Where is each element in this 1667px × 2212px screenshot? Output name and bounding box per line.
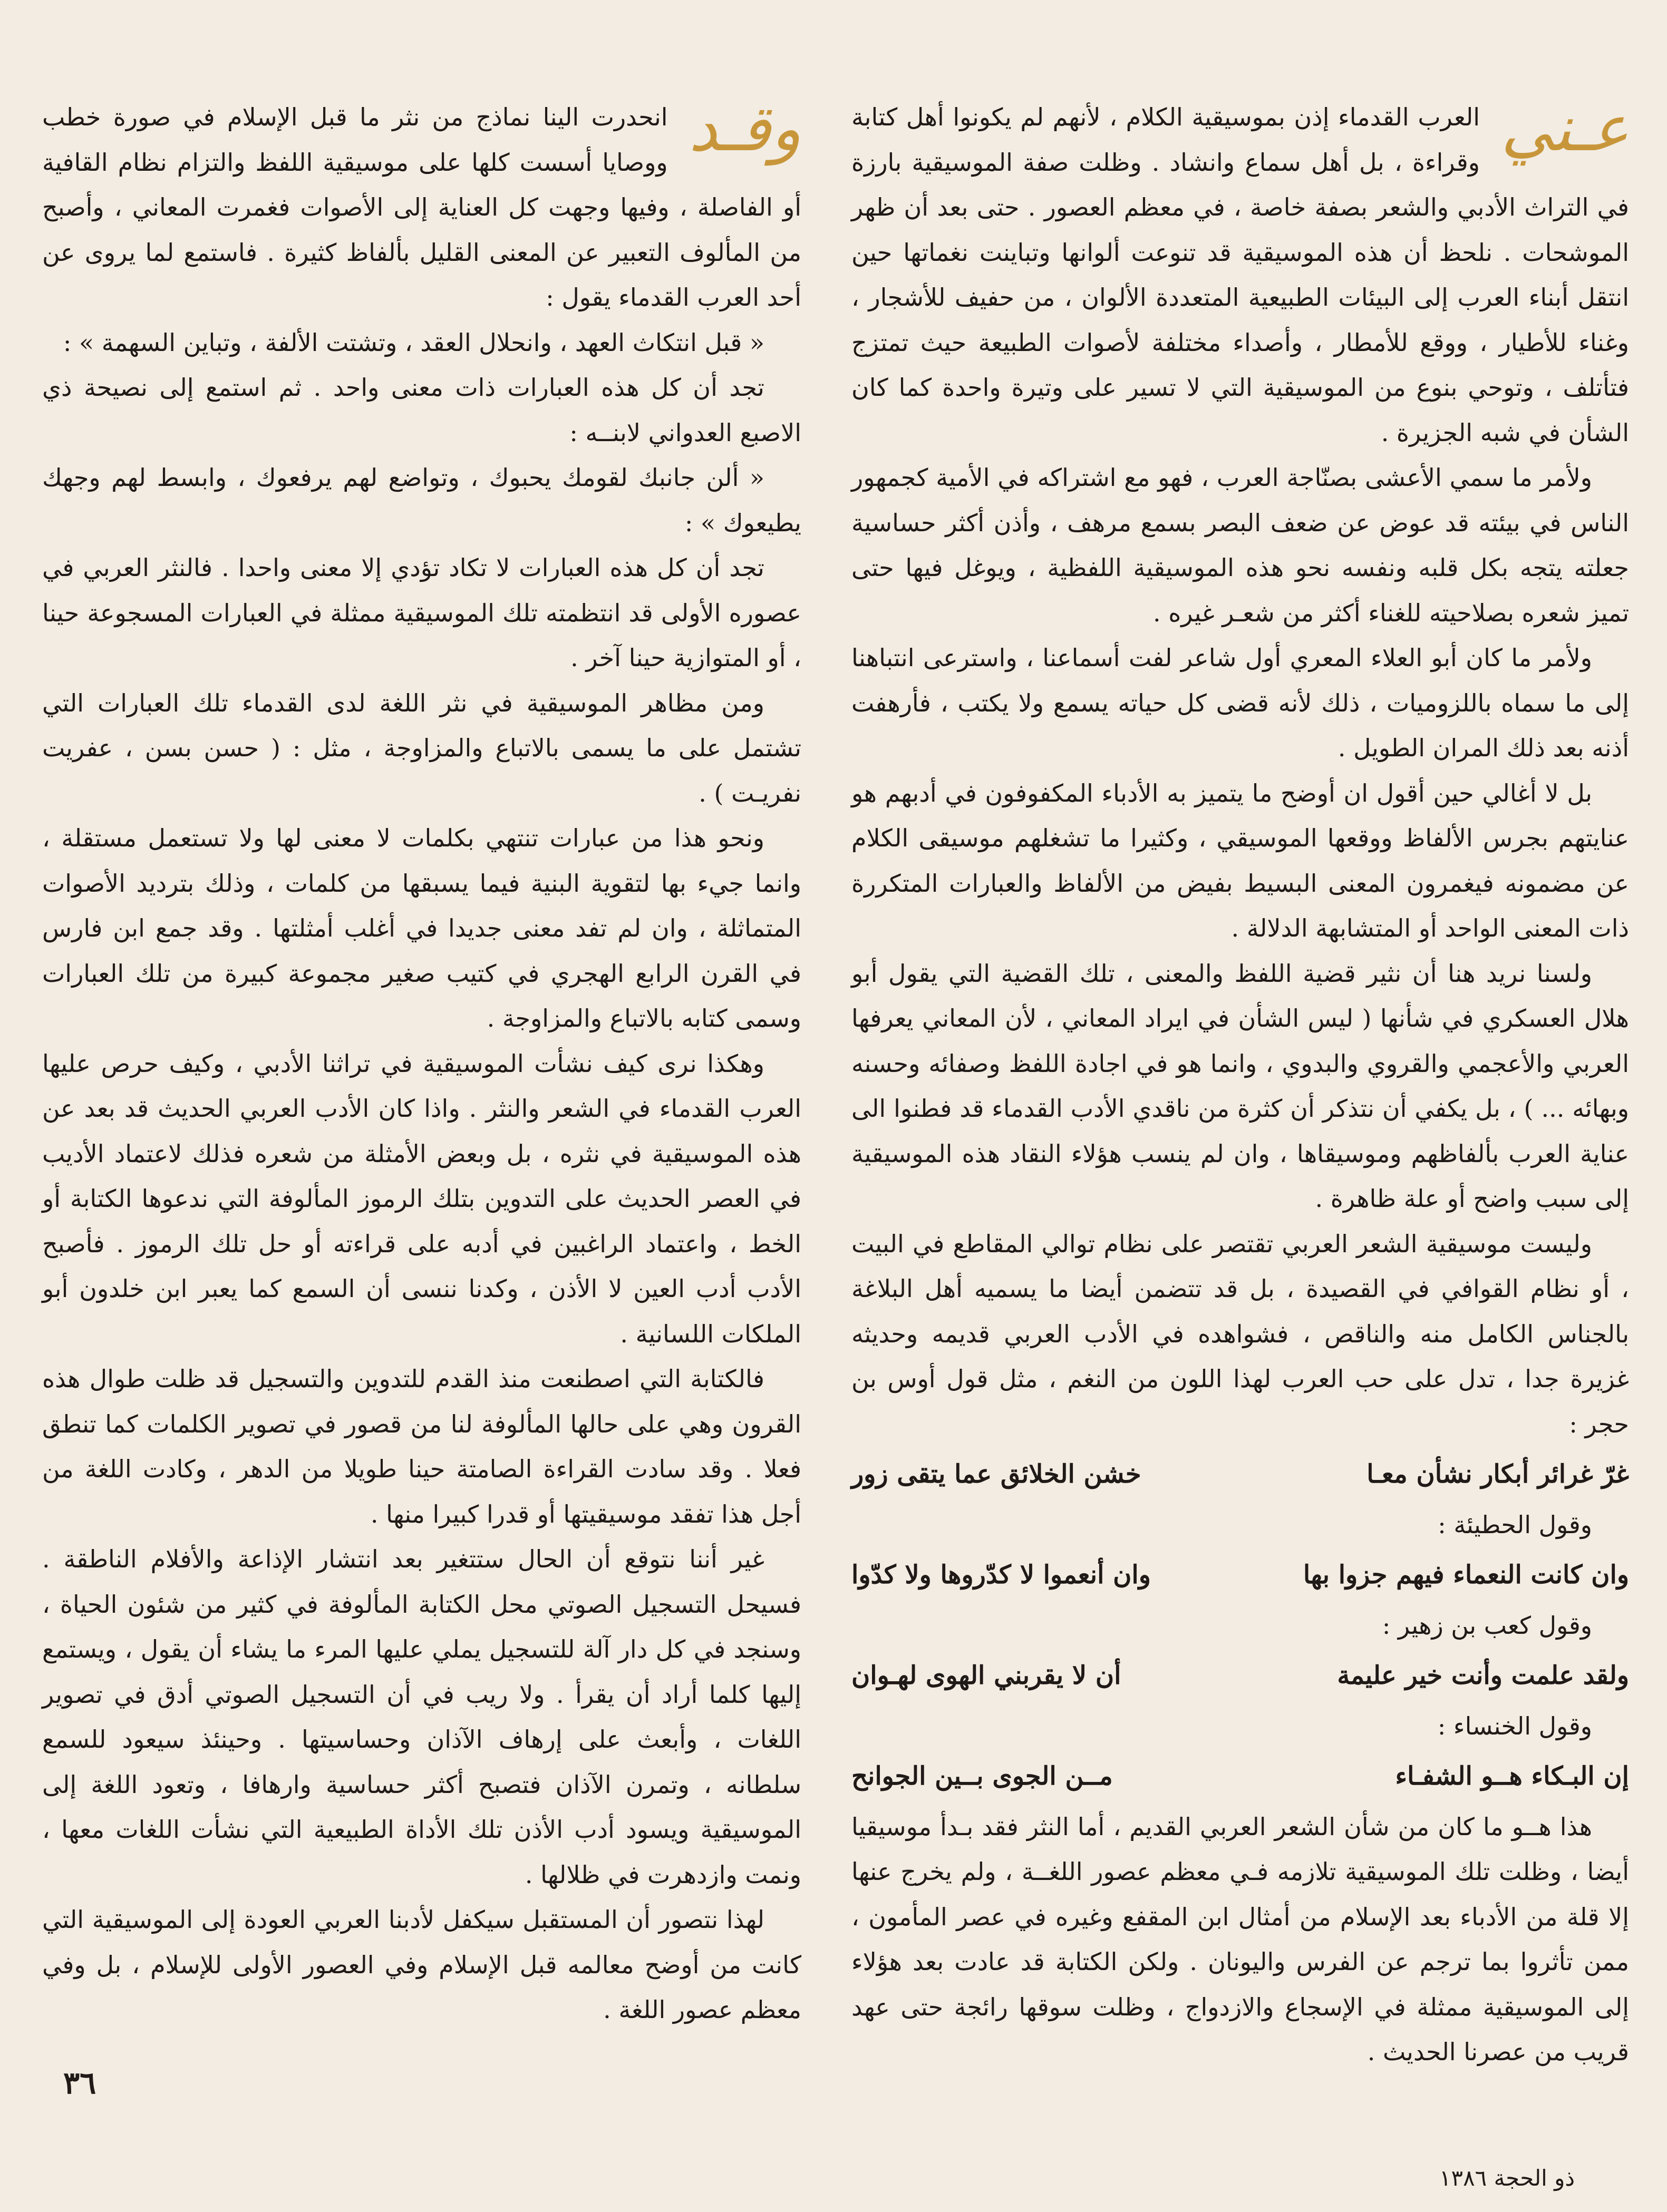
verse-first-hemistich: ولقد علمت وأنت خير عليمة xyxy=(1337,1661,1629,1690)
paragraph: ونحو هذا من عبارات تنتهي بكلمات لا معنى لها ولا تستعمل مستقلة ، وانما جيء بها لتقوية البنية فيما يسبقها من كلمات ، وذلك بترديد الأصوات المتماثلة ، وان لم تفد معنى جديدا في أغلب أمثلتها . وقد جمع ابن فارس في القرن الرابع الهجري في كتيب صغير مجموعة كبيرة من تلك العبارات وسمى كتابه بالاتباع والمزاوجة . xyxy=(42,824,801,1032)
verse-intro: وقول الخنساء : xyxy=(1437,1711,1592,1740)
verse-line xyxy=(851,1653,1629,1699)
verse-second-hemistich: وان أنعموا لا كدّروها ولا كدّوا xyxy=(851,1560,1151,1590)
issue-date: ذو الحجة ١٣٨٦ xyxy=(1439,2165,1575,2191)
verse-intro: وقول كعب بن زهير : xyxy=(1382,1611,1592,1640)
paragraph: وليست موسيقية الشعر العربي تقتصر على نظام توالي المقاطع في البيت ، أو نظام القوافي في القصيدة ، بل قد تتضمن أيضا ما يسميه أهل البلاغة بالجناس الكامل منه والناقص ، فشواهده في الأدب العربي قديمه وحديثه غزيرة جدا ، تدل على حب العرب لهذا اللون من النغم ، مثل قول أوس بن حجر : xyxy=(851,1229,1630,1438)
paragraph: وهكذا نرى كيف نشأت الموسيقية في تراثنا الأدبي ، وكيف حرص عليها العرب القدماء في الشعر والنثر . واذا كان الأدب العربي الحديث قد بعد عن هذه الموسيقية في نثره ، بل وبعض الأمثلة من شعره فذلك لاعتماد الأديب في العصر الحديث على التدوين بتلك الرموز المألوفة التي ندعوها الكتابة أو الخط ، واعتماد الراغبين في أدبه على قراءته أو حل تلك الرموز . فأصبح الأدب أدب العين لا الأذن ، وكدنا ننسى أن السمع كما يعبر ابن خلدون أبو الملكات اللسانية . xyxy=(42,1049,801,1348)
paragraph: ولأمر ما كان أبو العلاء المعري أول شاعر لفت أسماعنا ، واسترعى انتباهنا إلى ما سماه باللزوميات ، ذلك لأنه قضى كل حياته يسمع ولا يكتب ، فأرهفت أذنه بعد ذلك المران الطويل . xyxy=(851,644,1629,762)
paragraph: ومن مظاهر الموسيقية في نثر اللغة لدى القدماء تلك العبارات التي تشتمل على ما يسمى بالاتباع والمزاوجة ، مثل : ( حسن بسن ، عفريت نفريـت ) . xyxy=(42,688,801,807)
verse-first-hemistich: وان كانت النعماء فيهم جزوا بها xyxy=(1303,1560,1629,1590)
right-column xyxy=(851,92,1630,2066)
paragraph: فالكتابة التي اصطنعت منذ القدم للتدوين والتسجيل قد ظلت طوال هذه القرون وهي على حالها المألوفة لنا من قصور في تصوير الكلمات كما تنطق فعلا . وقد سادت القراءة الصامتة حينا طويلا من الدهر ، وكادت اللغة من أجل هذا تفقد موسيقيتها أو قدرا كبيرا منها . xyxy=(42,1365,801,1528)
paragraph: بل لا أغالي حين أقول ان أوضح ما يتميز به الأدباء المكفوفون في أدبهم هو عنايتهم بجرس الألفاظ ووقعها الموسيقي ، وكثيرا ما تشغلهم موسيقى الكلام عن مضمونه فيغمرون المعنى البسيط بفيض من الألفاظ والعبارات المتكررة ذات المعنى الواحد أو المتشابهة الدلالة . xyxy=(851,778,1629,942)
decorative-dropcap: عـني xyxy=(1501,92,1629,165)
verse-line xyxy=(851,1553,1629,1598)
verse-second-hemistich: مــن الجوى بــين الجوانح xyxy=(851,1761,1113,1791)
verse-intro: وقول الحطيئة : xyxy=(1438,1510,1592,1539)
quotation: « ألن جانبك لقومك يحبوك ، وتواضع لهم يرفعوك ، وابسط لهم وجهك يطيعوك » : xyxy=(42,463,801,537)
verse-first-hemistich: إن البـكاء هــو الشفـاء xyxy=(1395,1761,1629,1791)
verse-second-hemistich: أن لا يقربني الهوى لهـوان xyxy=(851,1661,1121,1690)
decorative-dropcap: وقـد xyxy=(689,92,801,165)
paragraph: انحدرت الينا نماذج من نثر ما قبل الإسلام في صورة خطب ووصايا أسست كلها على موسيقية اللفظ والتزام نظام القافية أو الفاصلة ، وفيها وجهت كل العناية إلى الأصوات فغمرت المعاني ، وأصبح من المألوف التعبير عن المعنى القليل بألفاظ كثيرة . فاستمع لما يروى عن أحد العرب القدماء يقول : xyxy=(42,103,801,311)
paragraph: ولأمر ما سمي الأعشى بصنّاجة العرب ، فهو مع اشتراكه في الأمية كجمهور الناس في بيئته قد عوض عن ضعف البصر بسمع مرهف ، وأذن أكثر حساسية جعلته يتجه بكل قلبه ونفسه نحو هذه الموسيقية اللفظية ، ويوغل فيها حتى تميز شعره بصلاحيته للغناء أكثر من شعـر غيره . xyxy=(851,463,1629,627)
page-number: ٣٦ xyxy=(63,2065,96,2101)
verse-line xyxy=(851,1452,1629,1497)
verse-second-hemistich: خشن الخلائق عما يتقى زور xyxy=(851,1459,1141,1489)
paragraph: هذا هــو ما كان من شأن الشعر العربي القديم ، أما النثر فقد بـدأ موسيقيا أيضا ، وظلت تلك الموسيقية تلازمه فـي معظم عصور اللغــة ، ولم يخرج عنها إلا قلة من الأدباء بعد الإسلام من أمثال ابن المقفع وغيره في عصر المأمون ، ممن تأثروا بما ترجم عن الفرس واليونان . ولكن الكتابة قد عادت بعد هؤلاء إلى الموسيقية ممثلة في الإسجاع والازدواج ، وظلت سوقها رائجة حتى عهد قريب من عصرنا الحديث . xyxy=(851,1812,1629,2066)
paragraph: العرب القدماء إذن بموسيقية الكلام ، لأنهم لم يكونوا أهل كتابة وقراءة ، بل أهل سماع وانشاد . وظلت صفة الموسيقية بارزة في التراث الأدبي والشعر بصفة خاصة ، في معظم العصور . حتى بعد أن ظهر الموشحات . نلحظ أن هذه الموسيقية قد تنوعت ألوانها وتباينت نغماتها حين انتقل أبناء العرب إلى البيئات الطبيعية المتعددة الألوان ، من حفيف للأشجار ، وغناء للأطيار ، ووقع للأمطار ، وأصداء مختلفة لأصوات الطبيعة حيث تمتزج فتأتلف ، وتوحي بنوع من الموسيقية التي لا تسير على وتيرة واحدة كما كان الشأن في شبه الجزيرة . xyxy=(851,103,1629,447)
verse-first-hemistich: غرّ غرائر أبكار نشأن معـا xyxy=(1366,1459,1629,1489)
quotation: « قبل انتكاث العهد ، وانحلال العقد ، وتشتت الألفة ، وتباين السهمة » : xyxy=(63,328,764,357)
paragraph: لهذا نتصور أن المستقبل سيكفل لأدبنا العربي العودة إلى الموسيقية التي كانت من أوضح معالمه قبل الإسلام وفي العصور الأولى للإسلام ، بل وفي معظم عصور اللغة . xyxy=(42,1905,801,2024)
paragraph: تجد أن كل هذه العبارات لا تكاد تؤدي إلا معنى واحدا . فالنثر العربي في عصوره الأولى قد انتظمته تلك الموسيقية ممثلة في العبارات المسجوعة حينا ، أو المتوازية حينا آخر . xyxy=(42,553,801,672)
paragraph: تجد أن كل هذه العبارات ذات معنى واحد . ثم استمع إلى نصيحة ذي الاصبع العدواني لابنــه : xyxy=(42,373,801,447)
verse-line xyxy=(851,1754,1629,1799)
paragraph: ولسنا نريد هنا أن نثير قضية اللفظ والمعنى ، تلك القضية التي يقول أبو هلال العسكري في شأنها ( ليس الشأن في ايراد المعاني ، لأن المعاني يعرفها العربي والأعجمي والقروي والبدوي ، وانما هو في اجادة اللفظ وصفائه وحسنه وبهائه ... ) ، بل يكفي أن نتذكر أن كثرة من ناقدي الأدب القدماء قد فطنوا الى عناية العرب بألفاظهم وموسيقاها ، وان لم ينسب هؤلاء النقاد هذه الموسيقية إلى سبب واضح أو علة ظاهرة . xyxy=(851,959,1629,1213)
paragraph: غير أننا نتوقع أن الحال ستتغير بعد انتشار الإذاعة والأفلام الناطقة . فسيحل التسجيل الصوتي محل الكتابة المألوفة في كثير من شئون الحياة ، وسنجد في كل دار آلة للتسجيل يملي عليها المرء ما يشاء أن يقول ، ويستمع إليها كلما أراد أن يقرأ . ولا ريب في أن التسجيل الصوتي أدق في تصوير اللغات ، وأبعث على إرهاف الآذان وحساسيتها . وحينئذ سيعود للسمع سلطانه ، وتمرن الآذان فتصبح أكثر حساسية وارهافا ، وتعود اللغة إلى الموسيقية ويسود أدب الأذن تلك الأداة الطبيعية التي نشأت اللغات معها ، ونمت وازدهرت في ظلالها . xyxy=(42,1545,801,1889)
left-column xyxy=(42,92,801,2034)
